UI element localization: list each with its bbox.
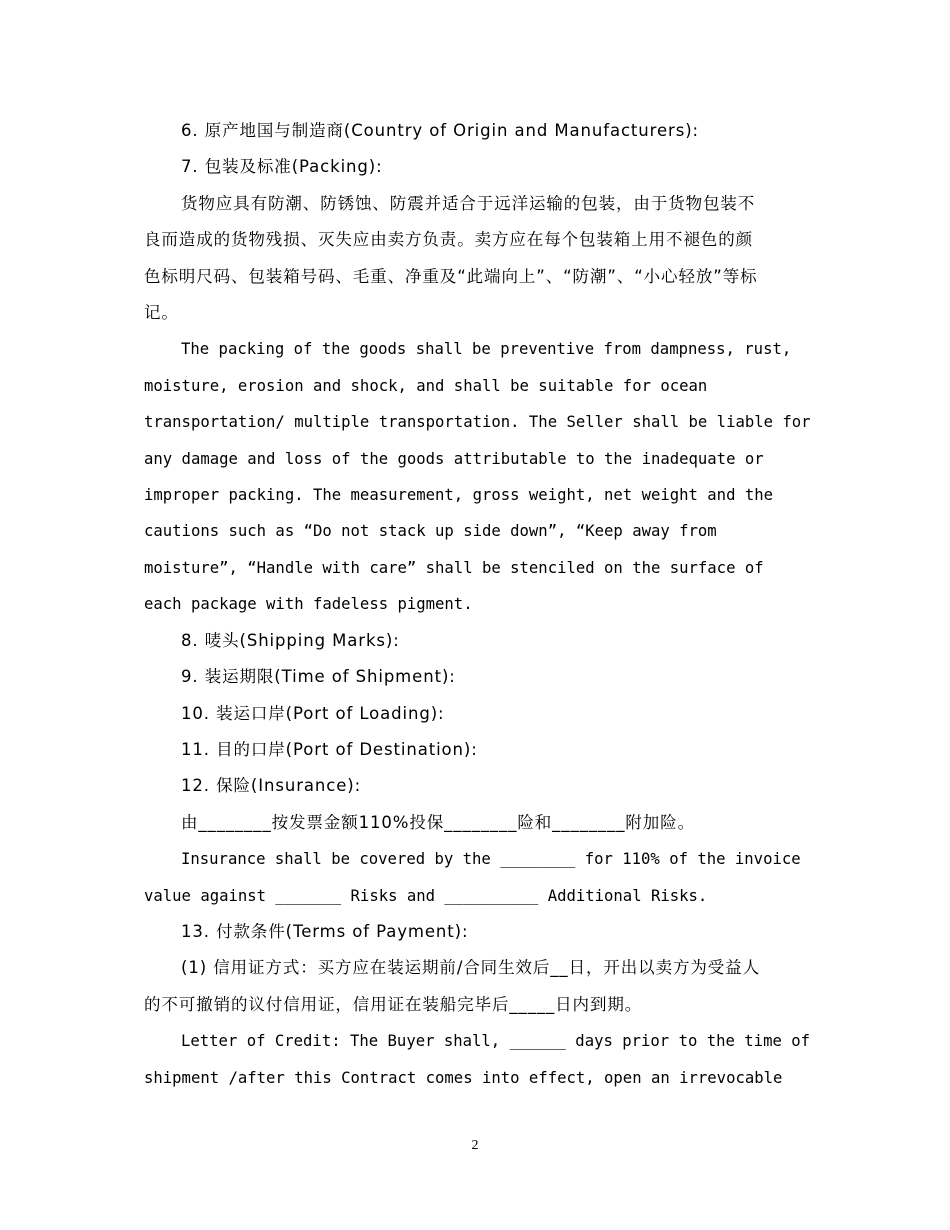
clause-10-port-of-loading: 10. 装运口岸(Port of Loading):: [181, 703, 445, 723]
payment-chinese-paragraph: [144, 950, 808, 1023]
clause-6-country-of-origin: 6. 原产地国与制造商(Country of Origin and Manufacturers):: [181, 121, 699, 140]
text-line: Letter of Credit: The Buyer shall, ______ days prior to the time of: [181, 1032, 811, 1051]
payment-english-paragraph: [144, 1023, 811, 1096]
text-line: 记。: [144, 303, 179, 323]
clause-9-time-of-shipment: 9. 装运期限(Time of Shipment):: [181, 667, 456, 687]
text-line: (1) 信用证方式：买方应在装运期前/合同生效后__日，开出以卖方为受益人: [181, 958, 760, 978]
clause-12-insurance: 12. 保险(Insurance):: [181, 776, 362, 796]
text-line: The packing of the goods shall be preventive from dampness, rust,: [181, 340, 792, 359]
text-line: 的不可撤销的议付信用证，信用证在装船完毕后_____日内到期。: [144, 994, 643, 1014]
text-line: 良而造成的货物残损、灭失应由卖方负责。卖方应在每个包装箱上用不褪色的颜: [144, 230, 753, 250]
text-line: 货物应具有防潮、防锈蚀、防震并适合于远洋运输的包装，由于货物包装不: [181, 193, 756, 213]
text-line: any damage and loss of the goods attributable to the inadequate or: [144, 449, 764, 468]
insurance-english-paragraph: [144, 841, 808, 914]
clause-7-packing: 7. 包装及标准(Packing):: [181, 157, 383, 177]
text-line: each package with fadeless pigment.: [144, 595, 473, 614]
clause-13-terms-of-payment: 13. 付款条件(Terms of Payment):: [181, 921, 469, 941]
page-number: 2: [471, 1138, 479, 1153]
text-line: value against _______ Risks and __________ Additional Risks.: [144, 886, 708, 905]
clause-11-port-of-destination: 11. 目的口岸(Port of Destination):: [181, 739, 478, 759]
text-line: improper packing. The measurement, gross weight, net weight and the: [144, 486, 774, 505]
text-line: transportation/ multiple transportation. The Seller shall be liable for: [144, 413, 811, 432]
text-line: moisture”, “Handle with care” shall be stenciled on the surface of: [144, 558, 764, 577]
packing-english-paragraph: [144, 331, 811, 622]
text-line: moisture, erosion and shock, and shall be suitable for ocean: [144, 376, 708, 395]
text-line: Insurance shall be covered by the ________ for 110% of the invoice: [181, 850, 801, 869]
packing-chinese-paragraph: [144, 186, 808, 332]
text-line: cautions such as “Do not stack up side down”, “Keep away from: [144, 522, 717, 541]
text-line: shipment /after this Contract comes into effect, open an irrevocable: [144, 1068, 783, 1087]
document-body: [144, 113, 811, 1096]
insurance-chinese-line: 由________按发票金额110%投保________险和________附加险。: [181, 812, 695, 832]
text-line: 色标明尺码、包装箱号码、毛重、净重及“此端向上”、“防潮”、“小心轻放”等标: [144, 266, 758, 286]
clause-8-shipping-marks: 8. 唛头(Shipping Marks):: [181, 630, 400, 650]
